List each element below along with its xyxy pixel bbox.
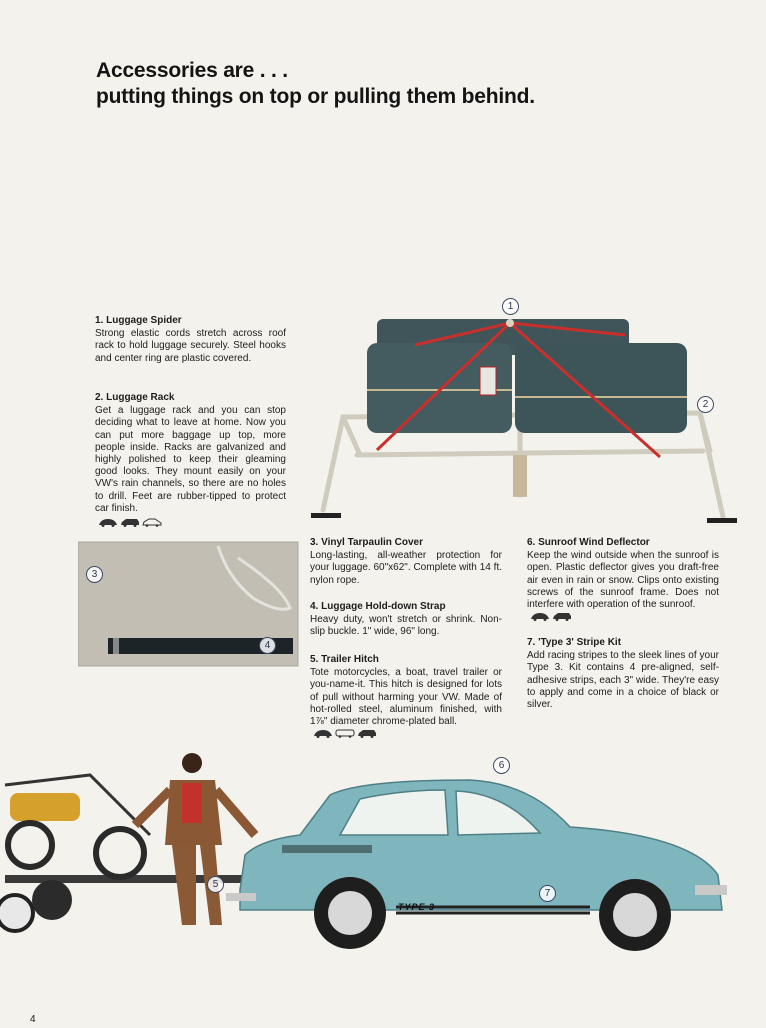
- car-trailer-illustration: [0, 735, 740, 960]
- callout-7: 7: [539, 885, 556, 902]
- item-body: Heavy duty, won't stretch or shrink. Non-slip buckle. 1" wide, 96" long.: [310, 614, 502, 638]
- page-headline: [96, 58, 535, 110]
- item-title: 3. Vinyl Tarpaulin Cover: [310, 537, 423, 548]
- item-luggage-spider: [95, 315, 286, 365]
- headline-line-1: Accessories are . . .: [96, 59, 288, 82]
- item-luggage-rack: [95, 392, 286, 529]
- item-body: Long-lasting, all-weather protection for your luggage. 60"x62". Complete with 14 ft. nylon rope.: [310, 550, 502, 586]
- callout-2: 2: [697, 396, 714, 413]
- item-body: Add racing stripes to the sleek lines of your Type 3. Kit contains 4 pre-aligned, self-adhesive strips, each 3" wide. They're easy to apply and come in a choice of black or silver.: [527, 650, 719, 711]
- callout-4: 4: [259, 637, 276, 654]
- callout-6: 6: [493, 757, 510, 774]
- item-body: Keep the wind outside when the sunroof is open. Plastic deflector gives you draft-free air even in rain or snow. Clips onto existing screws of the sunroof frame. Does not interfere with operation of the sunroof.: [527, 550, 719, 611]
- item-stripe-kit: [527, 637, 719, 711]
- item-title: 6. Sunroof Wind Deflector: [527, 537, 650, 548]
- item-title: 2. Luggage Rack: [95, 392, 175, 403]
- model-icons: [530, 612, 572, 621]
- fastback-icon: [142, 518, 162, 527]
- squareback-icon: [552, 612, 572, 621]
- item-body: Strong elastic cords stretch across roof rack to hold luggage securely. Steel hooks and center ring are plastic covered.: [95, 328, 286, 364]
- item-vinyl-tarpaulin: [310, 537, 502, 587]
- item-title: 7. 'Type 3' Stripe Kit: [527, 637, 622, 648]
- page-number: 4: [30, 1014, 36, 1025]
- callout-1: 1: [502, 298, 519, 315]
- item-title: 4. Luggage Hold-down Strap: [310, 601, 446, 612]
- item-sunroof-deflector: [527, 537, 719, 623]
- squareback-icon: [120, 518, 140, 527]
- item-body: Tote motorcycles, a boat, travel trailer or you-name-it. This hitch is designed for lots of pull without harming your VW. Made of hot-rolled steel, aluminum finished, with 1⅞" diameter chrome-plated ball.: [310, 667, 502, 728]
- model-icons: [95, 517, 286, 529]
- item-body: Get a luggage rack and you can stop deciding what to leave at home. Now you can put more baggage up top, more people inside. Racks are galvanized and highly polished to keep their gleaming good looks. They mount easily on your VW's rain channels, so there are no holes to drill. Feet are rubber-tipped to protect car finish.: [95, 405, 286, 514]
- item-title: 1. Luggage Spider: [95, 315, 182, 326]
- item-trailer-hitch: [310, 654, 502, 740]
- beetle-icon: [530, 612, 550, 621]
- callout-5: 5: [207, 876, 224, 893]
- beetle-icon: [98, 518, 118, 527]
- item-hold-down-strap: [310, 601, 502, 639]
- headline-line-2: putting things on top or pulling them behind.: [96, 85, 535, 108]
- luggage-rack-illustration: [305, 305, 740, 530]
- callout-3: 3: [86, 566, 103, 583]
- type-3-badge: TYPE 3: [398, 902, 436, 912]
- item-title: 5. Trailer Hitch: [310, 654, 379, 665]
